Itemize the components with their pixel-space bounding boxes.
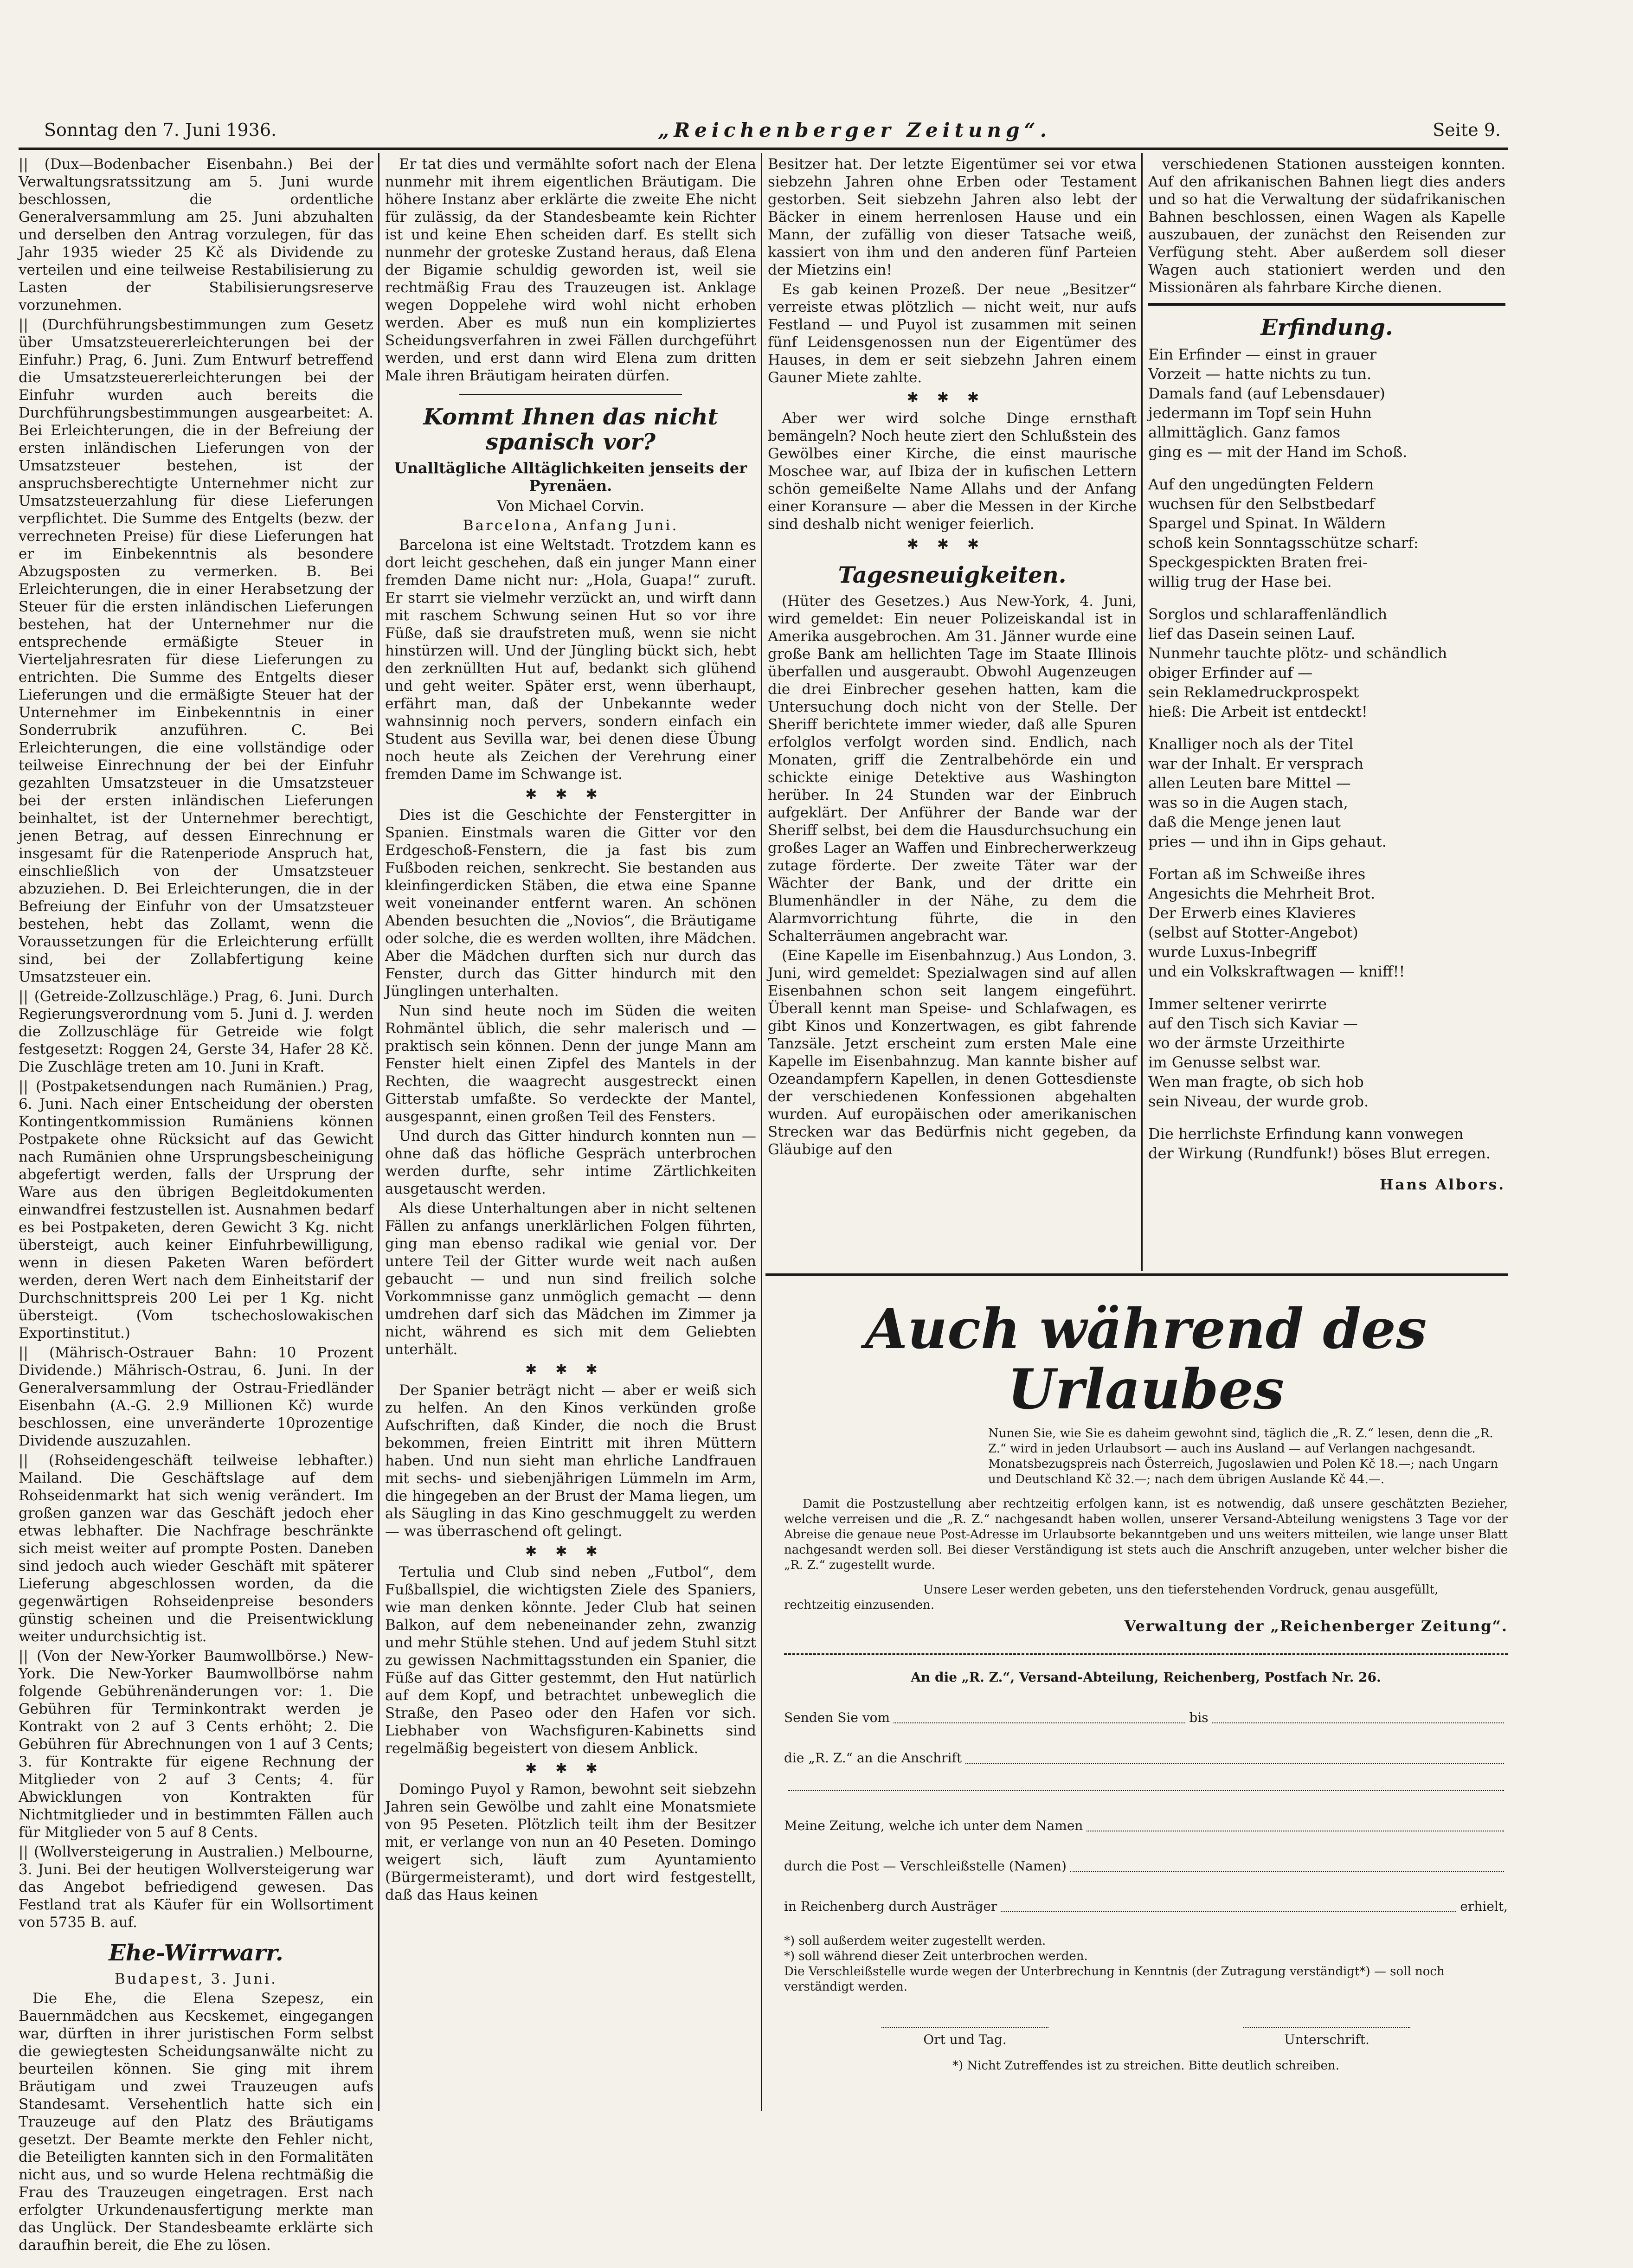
form-notes <box>784 1934 1508 1995</box>
poem-stanza <box>1148 604 1505 721</box>
article-body: Die Ehe, die Elena Szepesz, ein Bauernmädchen aus Kecskemet, eingegangen war, dürften in ihrer juristischen Form selbst die gewiegtesten Scheidungsanwälte nicht zu beurteilen können. Sie ging mit ihrem Bräutigam und zwei Trauzeugen aufs Standesamt. Versehentlich hatte sich ein Trauzeuge auf den Platz des Bräutigams gesetzt. Der Beamte merkte den Fehler nicht, die Beteiligten kannten sich in den Formalitäten nicht aus, und so wurde Helena rechtmäßig die Frau des Trauzeugen eingetragen. Erst nach erfolgter Urkundenausfertigung merkte man das Unglück. Der Standesbeamte erklärte sich daraufhin bereit, die Ehe zu lösen. <box>19 1990 373 2254</box>
header-title: „Reichenberger Zeitung“. <box>658 118 1052 141</box>
article-body: Der Spanier beträgt nicht — aber er weiß sich zu helfen. An den Kinos verkünden große Aufschriften, daß Kinder, die noch die Brust bekommen, freien Eintritt mit ihren Müttern haben. Und nun sieht man ehrliche Landfrauen mit sechs- und siebenjährigen Lümmeln im Arm, die hingegeben an der Brust der Mama liegen, um als Säugling in das Kino geschmuggelt zu werden — was überraschend oft gelingt. <box>385 1382 756 1540</box>
article-subheading: Unalltägliche Alltäglichkeiten jenseits der Pyrenäen. <box>394 459 747 495</box>
poem-line: allen Leuten bare Mittel — <box>1148 774 1351 792</box>
poem-line: auf den Tisch sich Kaviar — <box>1148 1015 1358 1032</box>
form-field-line[interactable] <box>1070 1870 1504 1872</box>
article-body: Und durch das Gitter hindurch konnten nun — ohne daß das höfliche Gespräch unterbrochen werden durfte, sehr intime Zärtlichkeiten ausgetauscht werden. <box>385 1128 756 1197</box>
article-body: Barcelona ist eine Weltstadt. Trotzdem kann es dort leicht geschehen, daß ein junger Mann einer fremden Dame nicht nur: „Hola, Guapa!“ zuruft. Er starrt sie vielmehr verzückt an, und wirft dann mit raschem Schwung seinen Hut so vor ihre Füße, daß sie draufstreten muß, wenn sie nicht hinstürzen will. Und der Jüngling bückt sich, hebt den zerknüllten Hut auf, bedankt sich glühend und geht weiter. Später erst, wenn überhaupt, erfährt man, daß der Unbekannte weder wahnsinnig noch pervers, sondern einfach ein Student aus Sevilla war, bei denen diese Übung noch heute als Zeichen der Verehrung einer fremden Dame im Schwange ist. <box>385 537 756 783</box>
header-page-number: Seite 9. <box>1433 120 1501 140</box>
article-body: verschiedenen Stationen aussteigen konnten. Auf den afrikanischen Bahnen liegt dies anders und so hat die Verwaltung der südafrikanischen Bahnen beschlossen, einen Wagen als Kapelle auszubauen, der zunächst den Reisenden zur Verfügung steht. Aber außerdem soll dieser Wagen auch stationiert werden und den Missionären als fahrbare Kirche dienen. <box>1148 156 1505 296</box>
form-field-label: durch die Post — Verschleißstelle (Namen) <box>784 1858 1067 1874</box>
section-break-stars: ✱✱✱ <box>907 536 998 553</box>
column-2 <box>385 155 756 2118</box>
poem-stanza <box>1148 994 1505 1111</box>
article-body: Aber wer wird solche Dinge ernsthaft bemängeln? Noch heute ziert den Schlußstein des Gewölbes einer Kirche, die einst maurische Moschee war, auf Ibiza der in kufischen Lettern schön gemeißelte Name Allahs und der Anfang einer Koransure — aber die Messen in der Kirche sind deshalb nicht weniger feierlich. <box>768 410 1137 533</box>
ad-signature: Verwaltung der „Reichenberger Zeitung“. <box>1124 1617 1508 1635</box>
signature-row <box>784 2027 1508 2048</box>
poem-line: der Wirkung (Rundfunk!) böses Blut erregen. <box>1148 1144 1491 1162</box>
header-rule <box>19 148 1508 150</box>
poem-heading: Erfindung. <box>1260 315 1393 341</box>
section-break-stars: ✱✱✱ <box>525 786 616 803</box>
article-body: Nun sind heute noch im Süden die weiten Rohmäntel üblich, die sehr malerisch und — praktisch sein können. Denn der junge Mann am Fenster hielt einen Zipfel des Mantels in der Rechten, die waagrecht ausgestreckt einen Gitterstab umfaßte. So verdeckte der Mantel, ausgespannt, einen großen Teil des Fensters. <box>385 1002 756 1125</box>
form-field-name[interactable] <box>784 1817 1508 1834</box>
form-field-line[interactable] <box>965 1762 1504 1764</box>
signature-field[interactable]: Unterschrift. <box>1243 2027 1410 2048</box>
poem-line: (selbst auf Stotter-Angebot) <box>1148 924 1358 941</box>
news-section-heading: Tagesneuigkeiten. <box>838 562 1067 588</box>
poem-line: Nunmehr tauchte plötz- und schändlich <box>1148 644 1447 662</box>
poem-line: Vorzeit — hatte nichts zu tun. <box>1148 365 1372 383</box>
form-field-line[interactable] <box>1212 1722 1504 1723</box>
form-field-address[interactable] <box>784 1749 1508 1767</box>
poem-line: jedermann im Topf sein Huhn <box>1148 404 1372 422</box>
article-body: Es gab keinen Prozeß. Der neue „Besitzer“ verreiste etwas plötzlich — nicht weit, nur aufs Festland — und Puyol ist zusammen mit seinen fünf Leidensgenossen nun der Eigentümer des Hauses, in dem er seit siebzehn Jahren einem Gauner Miete zahlte. <box>768 281 1137 386</box>
poem-line: hieß: Die Arbeit ist entdeckt! <box>1148 703 1368 720</box>
form-field-label: die „R. Z.“ an die Anschrift <box>784 1750 962 1766</box>
form-option[interactable]: Die Verschleißstelle wurde wegen der Unterbrechung in Kenntnis (der Zutragung verständigt*) — soll noch verständigt werden. <box>784 1965 1445 1994</box>
form-field-line[interactable] <box>1087 1830 1504 1831</box>
economic-news-item: || (Getreide-Zollzuschläge.) Prag, 6. Juni. Durch Regierungsverordnung vom 5. Juni d. J. werden die Zollzuschläge für Getreide wie folgt festgesetzt: Roggen 24, Gerste 34, Hafer 28 Kč. Die Zuschläge treten am 10. Juni in Kraft. <box>19 988 373 1075</box>
article-dateline: Barcelona, Anfang Juni. <box>463 517 679 534</box>
poem-stanza <box>1148 864 1505 981</box>
section-break-stars: ✱✱✱ <box>525 1543 616 1560</box>
poem-line: Sorglos und schlaraffenländlich <box>1148 605 1388 623</box>
subscription-advertisement <box>784 1299 1508 2152</box>
page-header <box>44 116 1501 144</box>
poem-line: Angesichts die Mehrheit Brot. <box>1148 885 1376 902</box>
economic-news-item: || (Dux—Bodenbacher Eisenbahn.) Bei der Verwaltungsratssitzung am 5. Juni wurde beschlossen, die ordentliche Generalversammlung am 25. Juni abzuhalten und derselben den Antrag vorzulegen, für das Jahr 1935 wieder 25 Kč als Dividende zu verteilen und eine teilweise Restabilisierung zu Lasten der Stabilisierungsreserve vorzunehmen. <box>19 156 373 314</box>
article-dateline: Budapest, 3. Juni. <box>115 1971 277 1987</box>
article-divider <box>459 394 682 395</box>
form-field-post[interactable] <box>784 1857 1508 1875</box>
section-break-stars: ✱✱✱ <box>525 1760 616 1777</box>
form-heading: An die „R. Z.“, Versand-Abteilung, Reichenberg, Postfach Nr. 26. <box>911 1670 1381 1685</box>
economic-news-item: || (Postpaketsendungen nach Rumänien.) Prag, 6. Juni. Nach einer Entscheidung der obersten Kontingentkommission Rumäniens können Postpakete ohne Rücksicht auf das Gewicht nach Rumänien ohne Ursprungsbescheinigung abgefertigt werden, falls der Ursprung der Ware aus den übrigen Begleitdokumenten einwandfrei festzustellen ist. Ausnahmen bedarf es bei Postpaketen, deren Gewicht 3 Kg. nicht übersteigt, auch keiner Einfuhrbewilligung, wenn in diesen Paketen Waren befördert werden, deren Wert nach dem Einheitstarif der Durchschnittspreis 200 Lei per 1 Kg. nicht übersteigt. (Vom tschechoslowakischen Exportinstitut.) <box>19 1078 373 1342</box>
form-field-carrier[interactable] <box>784 1898 1508 1915</box>
ad-intro: Nunen Sie, wie Sie es daheim gewohnt sind, täglich die „R. Z.“ lesen, denn die „R. Z.“ wird in jeden Urlaubsort — auch ins Ausland — auf Verlangen nachgesandt. Monatsbezugspreis nach Österreich, Jugoslawien und Polen Kč 18.—; nach Ungarn und Deutschland Kč 32.—; nach dem übrigen Auslande Kč 44.—. <box>988 1426 1498 1486</box>
article-body: Domingo Puyol y Ramon, bewohnt seit siebzehn Jahren sein Gewölbe und zahlt eine Monatsmiete von 95 Peseten. Plötzlich teilt ihm der Besitzer mit, er verlange von nun an 40 Peseten. Domingo weigert sich, läuft zum Ayuntamiento (Bürgermeisteramt), und dort wird festgestellt, daß das Haus keinen <box>385 1781 756 1903</box>
poem-stanza <box>1148 734 1505 851</box>
poem-line: Der Erwerb eines Klavieres <box>1148 904 1356 922</box>
place-date-field[interactable]: Ort und Tag. <box>881 2027 1048 2048</box>
poem-line: Fortan aß im Schweiße ihres <box>1148 865 1366 883</box>
column-4 <box>1148 155 1505 1269</box>
form-field-address-continued[interactable] <box>784 1790 1508 1794</box>
form-field-dates[interactable] <box>784 1709 1508 1726</box>
form-option[interactable]: *) soll während dieser Zeit unterbrochen werden. <box>784 1949 1088 1963</box>
article-body: Besitzer hat. Der letzte Eigentümer sei vor etwa siebzehn Jahren ohne Erben oder Testament gestorben. Seit siebzehn Jahren also lebt der Bäcker in einem herrenlosen Hause und ein Mann, der zufällig von dieser Tatsache weiß, kassiert von ihm und den anderen fünf Parteien der Mietzins ein! <box>768 156 1137 278</box>
column-1 <box>19 155 373 2254</box>
poem-line: und ein Volkskraftwagen — kniff!! <box>1148 963 1405 980</box>
column-rule <box>761 153 762 2111</box>
form-field-label: Senden Sie vom <box>784 1710 890 1725</box>
ad-headline: Auch während des Urlaubes <box>865 1297 1427 1421</box>
economic-news-item: || (Durchführungsbestimmungen zum Gesetz über Umsatzsteuererleichterungen bei der Einfuhr.) Prag, 6. Juni. Zum Entwurf betreffend die Umsatzsteuererleichterungen bei der Einfuhr wurden auch bereits die Durchführungsbestimmungen ausgearbeitet: A. Bei Erleichterungen, die in der Befreiung der ersten inländischen Lieferungen von der Umsatzsteuer bestehen, ist der anspruchsberechtigte Unternehmer nicht zur Umsatzsteuerzahlung für diese Lieferungen verpflichtet. Die Summe des Entgelts (bezw. der verrechneten Preise) für diese Lieferungen hat er im Einbekenntnis als besondere Abzugsposten zu vermerken. B. Bei Erleichterungen, die in einer Herabsetzung der Steuer für die ersten inländischen Lieferungen bestehen, hat der Unternehmer nur die entsprechende ermäßigte Steuer in Vierteljahresraten für diese Lieferungen zu entrichten. Die Summe des Entgelts dieser Lieferungen und die ermäßigte Steuer hat der Unternehmer im Einbekenntnis in einer Sonderrubrik anzuführen. C. Bei Erleichterungen, die eine vollständige oder teilweise Einrechnung der bei der Einfuhr gezahlten Umsatzsteuer in die Umsatzsteuer bei der ersten inländischen Lieferungen beinhaltet, ist der Unternehmer berechtigt, jenen Betrag, auf dessen Einrechnung er insgesamt für die Ratenperiode Anspruch hat, einschließlich von der Umsatzsteuer abzuziehen. D. Bei Erleichterungen, die in der Befreiung der Einfuhr von der Umsatzsteuer bestehen, hebt das Zollamt, wenn die Voraussetzungen für die Erleichterung erfüllt sind, bei der Zollabfertigung keine Umsatzsteuer ein. <box>19 316 373 985</box>
poem-line: allmittäglich. Ganz famos <box>1148 424 1340 441</box>
form-field-label: erhielt, <box>1460 1899 1508 1914</box>
cut-line <box>784 1653 1508 1655</box>
form-field-label: in Reichenberg durch Austräger <box>784 1899 997 1914</box>
poem-line: Damals fand (auf Lebensdauer) <box>1148 385 1385 402</box>
ad-body: Unsere Leser werden gebeten, uns den tieferstehenden Vordruck, genau ausgefüllt, rechtzeitig einzusenden. <box>784 1583 1439 1612</box>
poem-stanza <box>1148 1124 1505 1163</box>
poem-line: Die herrlichste Erfindung kann vonwegen <box>1148 1125 1464 1143</box>
poem-stanza <box>1148 345 1505 462</box>
poem-line: wurde Luxus-Inbegriff <box>1148 943 1317 961</box>
economic-news-item: || (Wollversteigerung in Australien.) Melbourne, 3. Juni. Bei der heutigen Wollversteigerung war das Angebot befriedigend gewesen. Das Festland trat als Käufer für ein Wollsortiment von 5735 B. auf. <box>19 1844 373 1931</box>
article-body: Er tat dies und vermählte sofort nach der Elena nunmehr mit ihrem eigentlichen Bräutigam. Die höhere Instanz aber erklärte die zweite Ehe nicht für zulässig, da der Standesbeamte kein Richter ist und keine Ehen scheiden darf. Es stellt sich nunmehr der groteske Zustand heraus, daß Elena der Bigamie schuldig geworden ist, weil sie rechtmäßig Frau des Trauzeugen ist. Anklage wegen Doppelehe wird wohl nicht erhoben werden. Aber es muß nun ein kompliziertes Scheidungsverfahren in zwei Fällen durchgeführt werden, und erst dann wird Elena zum dritten Male ihren Bräutigam heiraten dürfen. <box>385 156 756 384</box>
section-break-stars: ✱✱✱ <box>907 390 998 406</box>
article-body: Als diese Unterhaltungen aber in nicht seltenen Fällen zu anfangs unerklärlichen Folgen führten, ging man ebenso radikal wie genial vor. Der untere Teil der Gitter wurde weit nach außen gebaucht — und nun sind freilich solche Vorkommnisse ganz unmöglich gemacht — denn umdrehen darf sich das Mädchen im Zimmer ja nicht, während es sich mit dem Geliebten unterhält. <box>385 1200 756 1358</box>
form-field-line[interactable] <box>788 1790 1504 1791</box>
poem-line: obiger Erfinder auf — <box>1148 664 1313 681</box>
poem-line: war der Inhalt. Er versprach <box>1148 755 1364 772</box>
poem <box>1148 345 1505 1163</box>
economic-news-item: || (Rohseidengeschäft teilweise lebhafter.) Mailand. Die Geschäftslage auf dem Rohseidenmarkt hat sich wenig verändert. Im großen ganzen war das Geschäft jedoch eher etwas lebhafter. Die Nachfrage beschränkte sich meist weiter auf prompte Posten. Daneben sind jedoch auch wieder Geschäft mit späterer Lieferung abgeschlossen worden, da die gegenwärtigen Rohseidenpreise besonders günstig scheinen und die Preisentwicklung weiter undurchsichtig ist. <box>19 1452 373 1645</box>
article-byline: Von Michael Corvin. <box>496 498 645 514</box>
economic-news-item: || (Mährisch-Ostrauer Bahn: 10 Prozent Dividende.) Mährisch-Ostrau, 6. Juni. In der Generalversammlung der Ostrau-Friedländer Eisenbahn (A.-G. 2.9 Millionen Kč) wurde beschlossen, eine unveränderte 10prozentige Dividende auszuzahlen. <box>19 1344 373 1449</box>
column-rule <box>1141 153 1143 1271</box>
poem-line: wo der ärmste Urzeithirte <box>1148 1034 1345 1052</box>
poem-line: daß die Menge jenen laut <box>1148 813 1341 831</box>
form-field-label: bis <box>1189 1710 1209 1725</box>
form-footnote: *) Nicht Zutreffendes ist zu streichen. Bitte deutlich schreiben. <box>952 2059 1339 2073</box>
poem-line: sein Niveau, der wurde grob. <box>1148 1092 1369 1110</box>
news-item: (Hüter des Gesetzes.) Aus New-York, 4. Juni, wird gemeldet: Ein neuer Polizeiskandal ist in Amerika ausgebrochen. Am 31. Jänner wurde eine große Bank am hellichten Tage im Staate Illinois überfallen und ausgeraubt. Obwohl Augenzeugen die drei Einbrecher gesehen hatten, kam die Untersuchung doch nicht von der Stelle. Der Sheriff berichtete immer wieder, daß alle Spuren erfolglos verfolgt worden sind. Endlich, nach Monaten, griff die Zentralbehörde ein und schickte einige Detektive aus Washington herüber. In 24 Stunden war der Einbruch aufgeklärt. Der Anführer der Bande war der Sheriff selbst, bei dem die Hausdurchsuchung ein großes Lager an Waffen und Einbrecherwerkzeug zutage förderte. Der zweite Täter war der Wächter der Bank, und der dritte ein Blumenhändler in der Nähe, zu dem die Alarmvorrichtung führte, die in den Schalterräumen angebracht war. <box>768 593 1137 944</box>
section-break-stars: ✱✱✱ <box>525 1362 616 1378</box>
poem-line: ging es — mit der Hand im Schoß. <box>1148 443 1408 461</box>
poem-line: Spargel und Spinat. In Wäldern <box>1148 514 1386 532</box>
column-rule <box>378 153 379 2111</box>
header-date: Sonntag den 7. Juni 1936. <box>44 120 277 140</box>
poem-line: Immer seltener verirrte <box>1148 995 1327 1013</box>
article-body: Dies ist die Geschichte der Fenstergitter in Spanien. Einstmals waren die Gitter vor den Erdgeschoß-Fenstern, die ja fast bis zum Fußboden reichen, senkrecht. Sie bestanden aus kleinfingerdicken Stäben, die etwa eine Spanne weit voneinander entfernt waren. An schönen Abenden besuchten die „Novios“, die Bräutigame oder solche, die es werden wollten, ihre Mädchen. Aber die Mädchen durften sich nur durch das Fenster, durch das Gitter hindurch mit den Jünglingen unterhalten. <box>385 807 756 1000</box>
article-divider <box>1148 303 1505 306</box>
ad-top-rule <box>765 1273 1508 1276</box>
poem-line: Ein Erfinder — einst in grauer <box>1148 346 1376 363</box>
column-3 <box>768 155 1137 1269</box>
form-option[interactable]: *) soll außerdem weiter zugestellt werden. <box>784 1934 1046 1948</box>
poem-line: willig trug der Hase bei. <box>1148 573 1332 591</box>
article-body: Tertulia und Club sind neben „Futbol“, dem Fußballspiel, die wichtigsten Ziele des Spaniers, wie man denken könnte. Jeder Club hat seinen Balkon, auf dem nebeneinander zehn, zwanzig und mehr Stühle stehen. Und auf jedem Stuhl sitzt zu gewissen Nachmittagsstunden ein Spanier, die Füße auf das Gitter gestemmt, den Hut natürlich auf dem Kopf, und betrachtet unbeweglich die Straße, den Paseo oder den Hafen vor sich. Liebhaber von Wachsfiguren-Kabinetts sind regelmäßig begeistert von diesem Anblick. <box>385 1564 756 1757</box>
poem-line: sein Reklamedruckprospekt <box>1148 683 1359 701</box>
poem-stanza <box>1148 475 1505 591</box>
ad-body: Damit die Postzustellung aber rechtzeitig erfolgen kann, ist es notwendig, daß unsere geschätzten Bezieher, welche verreisen und die „R. Z.“ nachgesandt haben wollen, unserer Versand-Abteilung wenigstens 3 Tage vor der Abreise die genaue neue Post-Adresse im Urlaubsorte bekanntgeben und uns weiters mitteilen, wie lange unser Blatt nachgesandt werden soll. Bei dieser Verständigung ist stets auch die Anschrift anzugeben, unter welcher bisher die „R. Z.“ zugestellt wurde. <box>784 1497 1508 1572</box>
poem-line: wuchsen für den Selbstbedarf <box>1148 495 1375 513</box>
poem-line: Auf den ungedüngten Feldern <box>1148 475 1374 493</box>
form-field-line[interactable] <box>894 1722 1185 1723</box>
form-field-label: Meine Zeitung, welche ich unter dem Namen <box>784 1818 1083 1833</box>
poem-line: Wen man fragte, ob sich hob <box>1148 1073 1364 1091</box>
poem-line: Speckgespickten Braten frei- <box>1148 553 1368 571</box>
poem-line: schoß kein Sonntagsschütze scharf: <box>1148 534 1419 552</box>
poem-line: was so in die Augen stach, <box>1148 794 1348 811</box>
form-field-line[interactable] <box>1001 1911 1456 1912</box>
article-heading: Kommt Ihnen das nicht spanisch vor? <box>423 404 718 455</box>
news-item: (Eine Kapelle im Eisenbahnzug.) Aus London, 3. Juni, wird gemeldet: Spezialwagen sind auf allen Eisenbahnen schon seit langem eingeführt. Überall kennt man Speise- und Schlafwagen, es gibt Kinos und Konzertwagen, es gibt fahrende Tanzsäle. Jetzt erscheint zum ersten Male eine Kapelle im Eisenbahnzug. Man kannte bisher auf Ozeandampfern Kapellen, in denen Gottesdienste der verschiedenen Konfessionen abgehalten wurden. Auf europäischen oder amerikanischen Strecken war das Bedürfnis nicht gegeben, da Gläubige auf den <box>768 947 1137 1158</box>
poem-line: pries — und ihn in Gips gehaut. <box>1148 833 1387 850</box>
poem-line: Knalliger noch als der Titel <box>1148 735 1354 753</box>
economic-news-item: || (Von der New-Yorker Baumwollbörse.) New-York. Die New-Yorker Baumwollbörse nahm folgende Gebührenänderungen vor: 1. Die Gebühren für Terminkontrakt werden je Kontrakt von 2 auf 3 Cents erhöht; 2. Die Gebühren für Abrechnungen von 1 auf 3 Cents; 3. für Kontrakte für eigene Rechnung der Mitglieder von 2 auf 3 Cents; 4. für Abwicklungen von Kontrakten für Nichtmitglieder und in bestimmten Fällen auch für Mitglieder von 5 auf 8 Cents. <box>19 1648 373 1841</box>
poem-line: im Genusse selbst war. <box>1148 1054 1321 1071</box>
poem-line: lief das Dasein seinen Lauf. <box>1148 625 1356 642</box>
article-heading: Ehe-Wirrwarr. <box>109 1940 283 1966</box>
poem-signature: Hans Albors. <box>1380 1176 1505 1193</box>
